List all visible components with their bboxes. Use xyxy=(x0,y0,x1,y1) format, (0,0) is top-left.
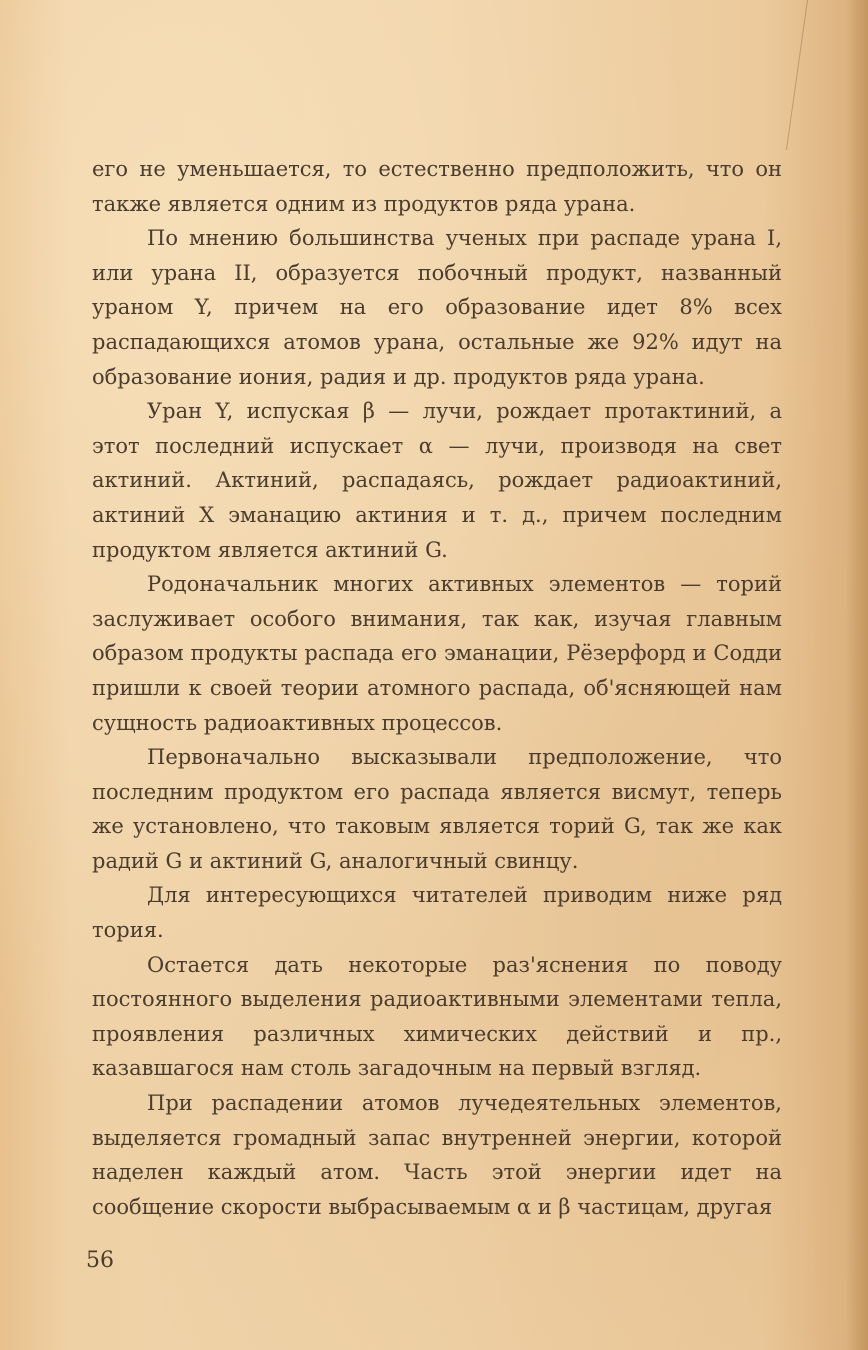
paragraph-7: Остается дать некоторые раз'яснения по поводу постоянного выделения радиоактивными элементами тепла, проявления различных химических действий и пр., казавшагося нам столь загадочным на первый взгляд. xyxy=(92,952,782,1081)
page-number: 56 xyxy=(86,1248,114,1273)
paragraph-5: Первоначально высказывали предположение, что последним продуктом его распада является висмут, теперь же установлено, что таковым является торий G, так же как радий G и актиний G, аналогичный свинцу. xyxy=(92,745,782,873)
paragraph-8: При распадении атомов лучедеятельных элементов, выделяется громадный запас внутренней энергии, которой наделен каждый атом. Часть этой энергии идет на сообщение скорости выбрасываемым α и β частицам, другая xyxy=(92,1091,782,1219)
paragraph-1: его не уменьшается, то естественно предположить, что он также является одним из продуктов ряда урана. xyxy=(92,157,782,216)
paragraph-4: Родоначальник многих активных элементов — торий заслуживает особого внимания, так как, изучая главным образом продукты распада его эманации, Рёзерфорд и Содди пришли к своей теории атомного распада, об'ясняющей нам сущность радиоактивных процессов. xyxy=(92,572,782,735)
body-text xyxy=(92,152,782,1224)
paragraph-3: Уран Y, испуская β — лучи, рождает протактиний, а этот последний испускает α — лучи, производя на свет актиний. Актиний, распадаясь, рождает радиоактиний, актиний X эманацию актиния и т. д., причем последним продуктом является актиний G. xyxy=(92,399,782,562)
paragraph-6: Для интересующихся читателей приводим ниже ряд тория. xyxy=(92,883,782,943)
page-edge-shadow xyxy=(846,0,868,1350)
paragraph-2: По мнению большинства ученых при распаде урана I, или урана II, образуется побочный продукт, названный ураном Y, причем на его образование идет 8% всех распадающихся атомов урана, остальные же 92% идут на образование иония, радия и др. продуктов ряда урана. xyxy=(92,226,782,389)
